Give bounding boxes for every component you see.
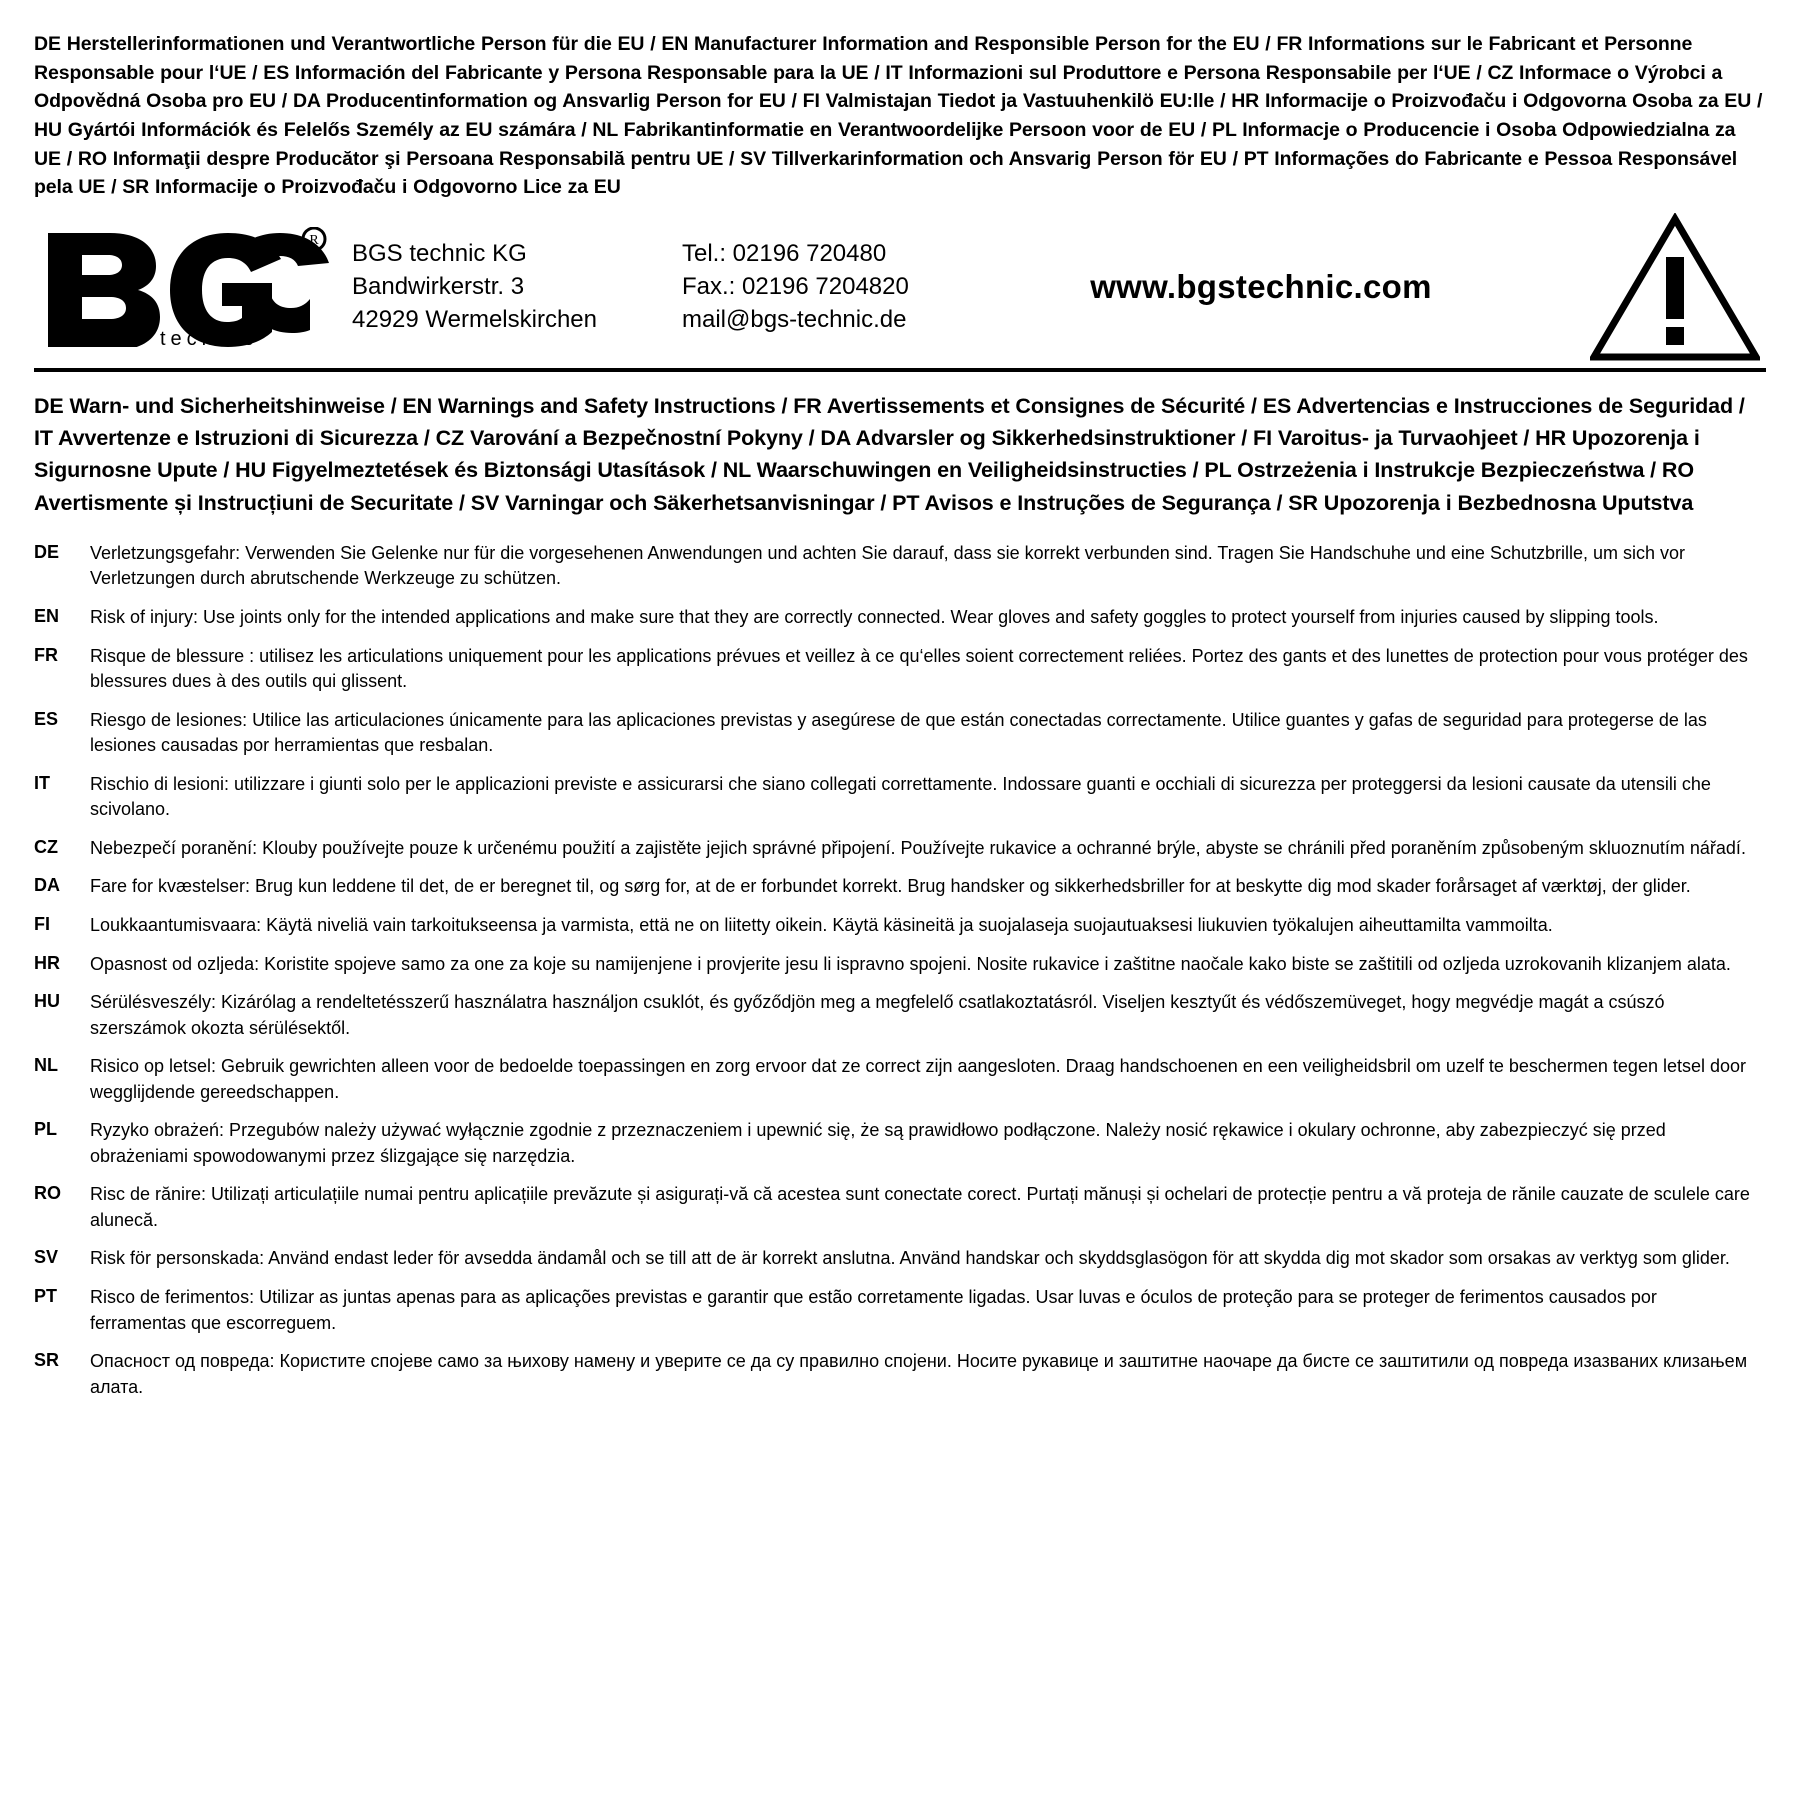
warnings-list xyxy=(34,541,1766,1400)
list-item xyxy=(34,1182,1766,1233)
warning-text: Rischio di lesioni: utilizzare i giunti solo per le applicazioni previste e assicurarsi che siano collegati correttamente. Indossare guanti e occhiali di sicurezza per proteggersi da lesioni causate da utensili che scivolano. xyxy=(90,773,1711,820)
list-item xyxy=(34,1054,1766,1105)
language-code: SV xyxy=(34,1247,59,1268)
header-divider xyxy=(34,368,1766,372)
warning-text: Loukkaantumisvaara: Käytä niveliä vain tarkoitukseensa ja varmista, että ne on liitetty oikein. Käytä käsineitä ja suojalaseja suojautuaksesi liukuvien työkalujen aiheuttamilta vammoilta. xyxy=(90,914,1553,935)
warning-text: Fare for kvæstelser: Brug kun leddene til det, de er beregnet til, og sørg for, at de er forbundet korrekt. Brug handsker og sikkerhedsbriller for at beskytte dig mod skader forårsaget af værktøj, der glider. xyxy=(90,876,1691,897)
list-item xyxy=(34,541,1766,592)
bgs-logo xyxy=(34,227,334,347)
list-item xyxy=(34,1246,1766,1272)
warning-text: Опасност од повреда: Користите спојеве само за њихову намену и уверите се да су правилно спојени. Носите рукавице и заштитне наочаре да бисте се заштитили од повреда изазваних клизањем алата. xyxy=(90,1351,1748,1397)
warning-text: Riesgo de lesiones: Utilice las articulaciones únicamente para las aplicaciones previstas y asegúrese de que están conectadas correctamente. Utilice guantes y gafas de seguridad para protegerse de las lesiones causadas por herramientas que resbalan. xyxy=(90,709,1707,756)
warning-text: Risque de blessure : utilisez les articulations uniquement pour les applications prévues et veillez à ce qu‘elles soient correctement reliées. Portez des gants et des lunettes de protection pour vous protéger des blessures dues à des outils qui glissent. xyxy=(90,645,1748,692)
warning-text: Opasnost od ozljeda: Koristite spojeve samo za one za koje su namijenjene i provjerite jesu li ispravno spojeni. Nosite rukavice i zaštitne naočale kako biste se zaštitili od ozljeda uzrokovanih klizanjem alata. xyxy=(90,953,1731,974)
warning-text: Ryzyko obrażeń: Przegubów należy używać wyłącznie zgodnie z przeznaczeniem i upewnić się, że są prawidłowo podłączone. Należy nosić rękawice i okulary ochronne, aby zabezpieczyć się przed obrażeniami spowodowanymi przez ślizgające się narzędzia. xyxy=(90,1120,1666,1166)
company-fax: Fax.: 02196 7204820 xyxy=(682,273,909,301)
svg-text:R: R xyxy=(309,232,319,248)
language-code: HR xyxy=(34,952,60,973)
language-code: FR xyxy=(34,644,58,665)
warning-text: Nebezpečí poranění: Klouby používejte pouze k určenému použití a zajistěte jejich správné připojení. Používejte rukavice a ochranné brýle, abyste se chránili před poraněním způsobeným skluoznutím nářadí. xyxy=(90,837,1746,858)
warning-text: Verletzungsgefahr: Verwenden Sie Gelenke nur für die vorgesehenen Anwendungen und achten Sie darauf, dass sie korrekt verbunden sind. Tragen Sie Handschuhe und eine Schutzbrille, um sich vor Verletzungen durch abrutschende Werkzeuge zu schützen. xyxy=(90,542,1686,589)
language-code: PT xyxy=(34,1285,58,1306)
company-website[interactable]: www.bgstechnic.com xyxy=(1090,267,1432,305)
warning-text: Risico op letsel: Gebruik gewrichten alleen voor de bedoelde toepassingen en zorg ervoor dat ze correct zijn aangesloten. Draag handschoenen en een veiligheidsbril om uzelf te beschermen tegen letsel door wegglijdende gereedschappen. xyxy=(90,1056,1747,1102)
language-code: EN xyxy=(34,606,60,627)
language-code: DA xyxy=(34,875,60,896)
company-phone: Tel.: 02196 720480 xyxy=(682,240,887,268)
company-address xyxy=(334,237,682,336)
company-name: BGS technic KG xyxy=(352,240,527,268)
language-code: FI xyxy=(34,913,50,934)
warning-triangle-icon xyxy=(1580,213,1766,361)
language-code: PL xyxy=(34,1119,58,1140)
list-item xyxy=(34,605,1766,631)
warning-text: Risc de rănire: Utilizați articulațiile numai pentru aplicațiile prevăzute și asigurați-vă că acestea sunt conectate corect. Purtați mănuși și ochelari de protecție pentru a vă proteja de rănile cauzate de sculele care alunecă. xyxy=(90,1184,1750,1230)
list-item xyxy=(34,836,1766,862)
company-contact xyxy=(682,237,982,336)
svg-text:technic: technic xyxy=(160,327,259,347)
warning-text: Risco de ferimentos: Utilizar as juntas apenas para as aplicações previstas e garantir que estão corretamente ligadas. Usar luvas e óculos de proteção para se proteger de ferimentos causados por ferramentas que escorreguem. xyxy=(90,1286,1657,1333)
language-code: SR xyxy=(34,1350,60,1371)
language-code: IT xyxy=(34,772,50,793)
list-item xyxy=(34,1118,1766,1169)
company-info-block xyxy=(34,212,1766,362)
company-city: 42929 Wermelskirchen xyxy=(352,306,598,334)
list-item xyxy=(34,1285,1766,1336)
list-item xyxy=(34,772,1766,823)
list-item xyxy=(34,708,1766,759)
warning-text: Risk of injury: Use joints only for the intended applications and make sure that they are correctly connected. Wear gloves and safety goggles to protect yourself from injuries caused by slipping tools. xyxy=(90,607,1659,628)
language-code: NL xyxy=(34,1055,58,1076)
language-code: HU xyxy=(34,991,60,1012)
company-email[interactable]: mail@bgs-technic.de xyxy=(682,306,907,334)
list-item xyxy=(34,644,1766,695)
language-code: DE xyxy=(34,541,60,562)
company-street: Bandwirkerstr. 3 xyxy=(352,273,525,301)
warning-text: Risk för personskada: Använd endast leder för avsedda ändamål och se till att de är korrekt anslutna. Använd handskar och skyddsglasögon för att skydda dig mot skador som orsakas av verktyg som glider. xyxy=(90,1248,1730,1269)
warnings-heading: DE Warn- und Sicherheitshinweise / EN Warnings and Safety Instructions / FR Avertissements et Consignes de Sécurité / ES Advertencias e Instrucciones de Seguridad / IT Avvertenze e Istruzioni di Sicurezza / CZ Varování a Bezpečnostní Pokyny / DA Advarsler og Sikkerhedsinstruktioner / FI Varoitus- ja Turvaohjeet / HR Upozorenja i Sigurnosne Upute / HU Figyelmeztetések és Biztonsági Utasítások / NL Waarschuwingen en Veiligheidsinstructies / PL Ostrzeżenia i Instrukcje Bezpieczeństwa / RO Avertismente și Instrucțiuni de Securitate / SV Varningar och Säkerhetsanvisningar / PT Avisos e Instruções de Segurança / SR Upozorenja i Bezbednosna Uputstva xyxy=(34,393,1745,515)
language-code: RO xyxy=(34,1183,61,1204)
warning-text: Sérülésveszély: Kizárólag a rendeltetésszerű használatra használjon csuklót, és győződjön meg a megfelelő csatlakoztatásról. Viseljen kesztyűt és védőszemüveget, hogy megvédje magát a csúszó szerszámok okozta sérülésektől. xyxy=(90,992,1665,1038)
list-item xyxy=(34,990,1766,1041)
language-code: CZ xyxy=(34,836,58,857)
list-item xyxy=(34,874,1766,900)
manufacturer-info-heading: DE Herstellerinformationen und Verantwortliche Person für die EU / EN Manufacturer Information and Responsible Person for the EU / FR Informations sur le Fabricant et Personne Responsable pour l‘UE / ES Información del Fabricante y Persona Responsable para la UE / IT Informazioni sul Produttore e Persona Responsabile per l‘UE / CZ Informace o Výrobci a Odpovědná Osoba pro EU / DA Producentinformation og Ansvarlig Person for EU / FI Valmistajan Tiedot ja Vastuuhenkilö EU:lle / HR Informacije o Proizvođaču i Odgovorna Osoba za EU / HU Gyártói Információk és Felelős Személy az EU számára / NL Fabrikantinformatie en Verantwoordelijke Persoon voor de EU / PL Informacje o Producencie i Osoba Odpowiedzialna za UE / RO Informaţii despre Producător şi Persoana Responsabilă pentru UE / SV Tillverkarinformation och Ansvarig Person för EU / PT Informações do Fabricante e Pessoa Responsável pela UE / SR Informacije o Proizvođaču i Odgovorno Lice za EU xyxy=(34,33,1763,199)
list-item xyxy=(34,952,1766,978)
list-item xyxy=(34,913,1766,939)
list-item xyxy=(34,1349,1766,1400)
language-code: ES xyxy=(34,708,59,729)
